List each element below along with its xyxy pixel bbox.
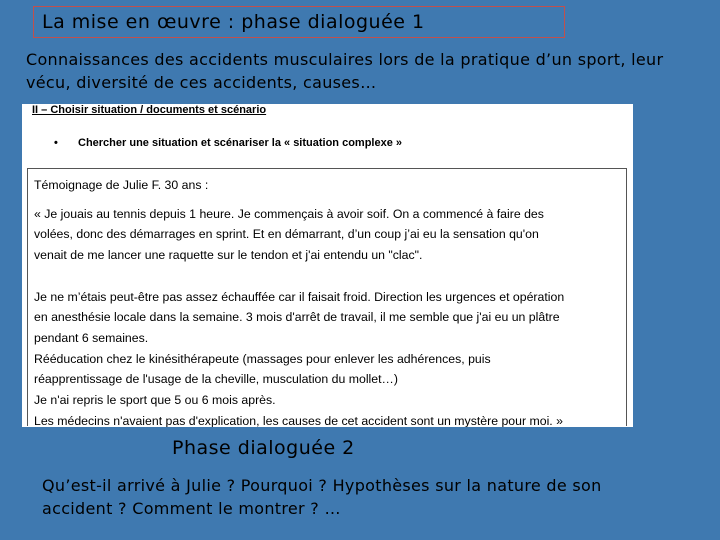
bullet-icon: • bbox=[54, 137, 58, 149]
testimony-box bbox=[27, 168, 627, 426]
testimony-line: Je ne m’étais peut-être pas assez échauffée car il faisait froid. Direction les urgences et opération bbox=[34, 289, 565, 304]
testimony-line: réapprentissage de l'usage de la cheville, musculation du mollet…) bbox=[34, 372, 398, 387]
intro-text: Connaissances des accidents musculaires lors de la pratique d’un sport, leur vécu, diversité de ces accidents, causes… bbox=[26, 50, 664, 92]
testimony-line bbox=[34, 266, 626, 287]
testimony-line: « Je jouais au tennis depuis 1 heure. Je commençais à avoir soif. On a commencé à faire des bbox=[34, 206, 544, 221]
section-title: II – Choisir situation / documents et scénario bbox=[32, 104, 267, 116]
slide-title: La mise en œuvre : phase dialoguée 1 bbox=[33, 6, 565, 38]
questions-text: Qu’est-il arrivé à Julie ? Pourquoi ? Hypothèses sur la nature de son accident ? Comment le montrer ? … bbox=[42, 476, 602, 518]
document-image bbox=[22, 104, 633, 427]
testimony-line: venait de me lancer une raquette sur le tendon et j'ai entendu un "clac". bbox=[34, 248, 423, 263]
bullet-text: Chercher une situation et scénariser la « situation complexe » bbox=[78, 137, 403, 149]
testimony-line: en anesthésie locale dans la semaine. 3 mois d'arrêt de travail, il me semble que j'ai eu un plâtre bbox=[34, 310, 560, 325]
bullet-item bbox=[54, 137, 402, 149]
testimony-line: volées, donc des démarrages en sprint. Et en démarrant, d’un coup j’ai eu la sensation qu'on bbox=[34, 227, 539, 242]
testimony-line: Je n'ai repris le sport que 5 ou 6 mois après. bbox=[34, 393, 276, 408]
phase-2-heading: Phase dialoguée 2 bbox=[172, 437, 355, 459]
testimony-heading: Témoignage de Julie F. 30 ans : bbox=[34, 178, 209, 192]
testimony-line: pendant 6 semaines. bbox=[34, 330, 149, 345]
testimony-line: Rééducation chez le kinésithérapeute (massages pour enlever les adhérences, puis bbox=[34, 351, 491, 366]
testimony-line: Les médecins n'avaient pas d'explication, les causes de cet accident sont un mystère pour moi. » bbox=[34, 413, 563, 427]
